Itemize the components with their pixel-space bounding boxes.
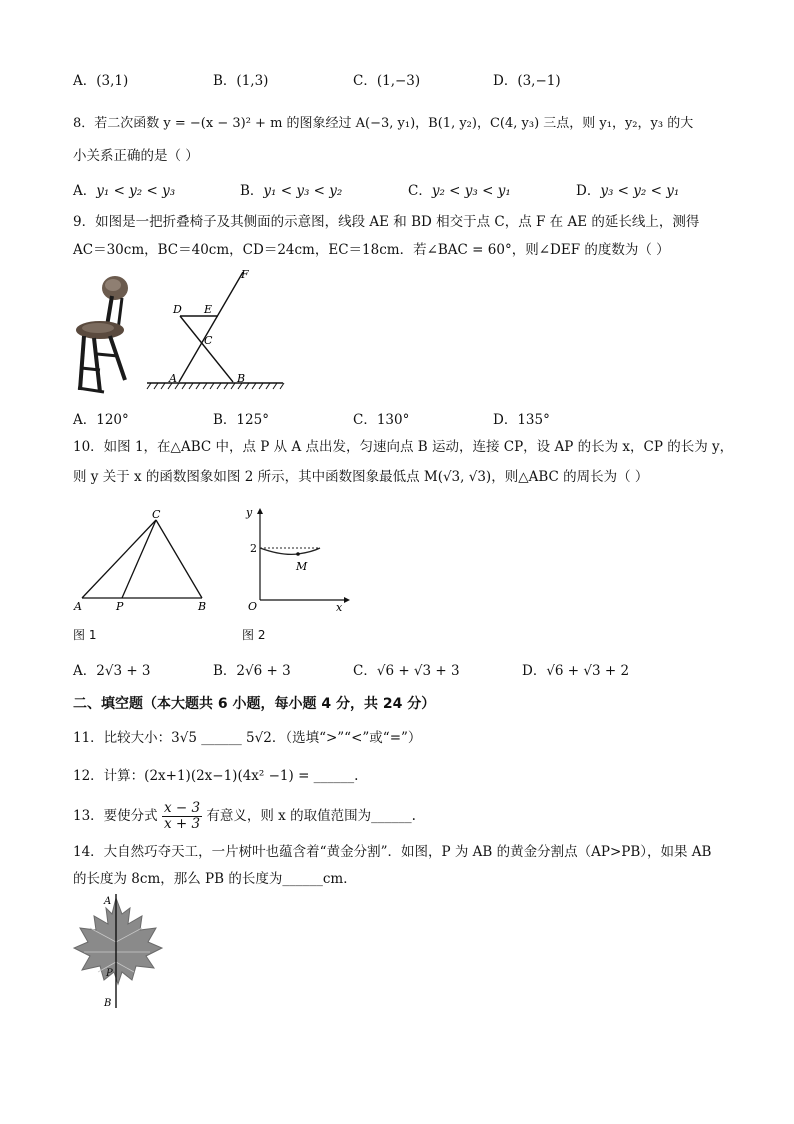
label-a: A	[104, 896, 112, 907]
label-e: E	[204, 303, 213, 316]
q11-text: 11．比较大小：3√5 ______ 5√2．（选填“>”“<”或“=”）	[73, 730, 422, 746]
label-x: x	[336, 601, 343, 614]
q13-text	[73, 800, 416, 832]
label-p: P	[116, 600, 124, 613]
label-b: B	[198, 600, 207, 613]
q7-option-b: B．(1,3)	[213, 73, 269, 89]
function-graph-figure-2	[240, 504, 352, 616]
q8-stem-line1: 8．若二次函数 y = −(x − 3)² + m 的图象经过 A(−3, y₁)，B(1, y₂)，C(4, y₃) 三点，则 y₁，y₂，y₃ 的大	[73, 116, 694, 131]
q8-option-b: B．y₁ < y₃ < y₂	[240, 183, 343, 199]
q13-fraction-numerator: x − 3	[163, 800, 201, 816]
q7-option-a: A．(3,1)	[73, 73, 129, 89]
q7-option-d: D．(3,−1)	[493, 73, 561, 89]
q10-option-c: C．√6 + √3 + 3	[353, 663, 460, 679]
q9-option-b: B．125°	[213, 412, 269, 428]
q7-option-c: C．(1,−3)	[353, 73, 421, 89]
q8-option-a: A．y₁ < y₂ < y₃	[73, 183, 176, 199]
label-f: F	[241, 268, 249, 281]
figure-2-caption: 图 2	[242, 628, 266, 642]
chair-schematic-figure	[145, 266, 285, 398]
label-m: M	[296, 560, 308, 573]
q10-option-d: D．√6 + √3 + 2	[522, 663, 630, 679]
q13-suffix: 有意义，则 x 的取值范围为______.	[206, 808, 416, 824]
q13-prefix: 13．要使分式	[73, 808, 158, 824]
q10-stem-line2: 则 y 关于 x 的函数图象如图 2 所示，其中函数图象最低点 M(√3, √3)，则△ABC 的周长为（ ）	[73, 469, 649, 485]
q10-option-a: A．2√3 + 3	[73, 663, 151, 679]
label-d: D	[173, 303, 182, 316]
q14-stem-line1: 14．大自然巧夺天工，一片树叶也蕴含着“黄金分割”．如图，P 为 AB 的黄金分割点（AP>PB），如果 AB	[73, 844, 712, 860]
figure-1-caption: 图 1	[73, 628, 97, 642]
q8-option-c: C．y₂ < y₃ < y₁	[408, 183, 511, 199]
q12-text: 12．计算：(2x+1)(2x−1)(4x² −1) = ______.	[73, 768, 359, 784]
q9-option-c: C．130°	[353, 412, 410, 428]
q14-stem-line2: 的长度为 8cm，那么 PB 的长度为______cm．	[73, 871, 357, 887]
maple-leaf-figure	[70, 892, 166, 1012]
q10-stem-line1: 10．如图 1，在△ABC 中，点 P 从 A 点出发，匀速向点 B 运动，连接 CP，设 AP 的长为 x，CP 的长为 y，	[73, 439, 734, 455]
q9-stem-line2: AC＝30cm，BC＝40cm，CD＝24cm，EC＝18cm．若∠BAC = 60°，则∠DEF 的度数为（ ）	[73, 242, 670, 258]
q13-fraction	[162, 801, 202, 832]
label-c: C	[152, 508, 161, 521]
label-c: C	[204, 334, 213, 347]
q10-option-b: B．2√6 + 3	[213, 663, 291, 679]
q13-fraction-denominator: x + 3	[163, 816, 201, 832]
label-p: P	[106, 968, 113, 979]
section-2-heading: 二、填空题（本大题共 6 小题，每小题 4 分，共 24 分）	[73, 696, 436, 712]
label-2: 2	[250, 542, 257, 555]
triangle-figure-1	[70, 508, 220, 614]
label-b: B	[104, 998, 112, 1009]
folding-chair-photo	[70, 268, 135, 396]
label-a: A	[74, 600, 82, 613]
q8-stem-line2: 小关系正确的是（ ）	[73, 148, 199, 164]
q9-option-a: A．120°	[73, 412, 129, 428]
label-b: B	[237, 372, 246, 385]
q9-stem-line1: 9．如图是一把折叠椅子及其侧面的示意图，线段 AE 和 BD 相交于点 C，点 F 在 AE 的延长线上，测得	[73, 214, 700, 230]
q9-option-d: D．135°	[493, 412, 550, 428]
label-y: y	[246, 506, 253, 519]
label-o: O	[248, 600, 258, 613]
label-a: A	[169, 372, 177, 385]
q8-option-d: D．y₃ < y₂ < y₁	[576, 183, 680, 199]
